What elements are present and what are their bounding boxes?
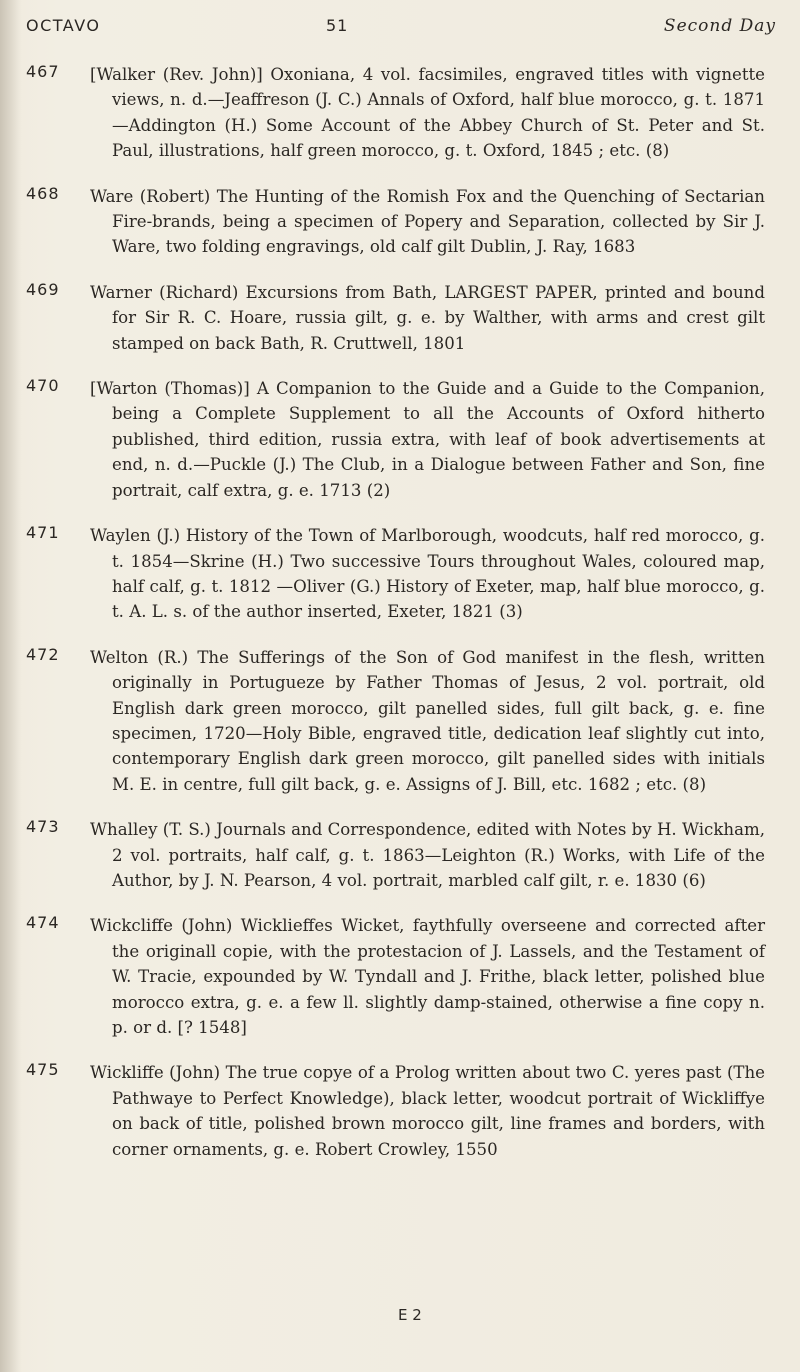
lot-description: Ware (Robert) The Hunting of the Romish Fox and the Quenching of Sectarian Fire-brands, being a specimen of Popery and Separation, collected by Sir J. Ware, two folding engravings, old calf gilt Dublin, J. Ray, 1683 [90,186,765,257]
page-number: 51 [326,16,349,35]
header-sale-day: Second Day [663,16,776,36]
lot-number: 475 [26,1060,60,1080]
lot-number: 474 [26,913,60,933]
lot-description: Wickliffe (John) The true copye of a Prolog written about two C. yeres past (The Pathwaye to Perfect Knowledge), black letter, woodcut portrait of Wickliffye on back of title, polished brown morocco gilt, line frames and borders, with corner ornaments, g. e. Robert Crowley, 1550 [90,1063,765,1159]
lot-entry [0,645,800,797]
lot-description: [Warton (Thomas)] A Companion to the Guide and a Guide to the Companion, being a Complete Supplement to all the Accounts of Oxford hitherto published, third edition, russia extra, with leaf of book advertisements at end, n. d.—Puckle (J.) The Club, in a Dialogue between Father and Son, fine portrait, calf extra, g. e. 1713 (2) [90,379,765,500]
lot-entry [0,280,800,356]
lot-number: 467 [26,62,60,81]
lot-entry [0,184,800,260]
lot-number: 469 [26,279,60,299]
lot-list [0,62,800,1182]
lot-number: 471 [26,523,60,543]
lot-number: 470 [26,376,60,396]
signature-mark: E 2 [398,1306,422,1324]
lot-number: 468 [26,183,60,203]
lot-entry [0,62,800,164]
header-format: OCTAVO [26,16,101,35]
lot-description: Warner (Richard) Excursions from Bath, LARGEST PAPER, printed and bound for Sir R. C. Hoare, russia gilt, g. e. by Walther, with arms and crest gilt stamped on back Bath, R. Cruttwell, 1801 [90,282,765,353]
lot-entry [0,1060,800,1162]
lot-description: Whalley (T. S.) Journals and Correspondence, edited with Notes by H. Wickham, 2 vol. portraits, half calf, g. t. 1863—Leighton (R.) Works, with Life of the Author, by J. N. Pearson, 4 vol. portrait, marbled calf gilt, r. e. 1830 (6) [90,820,765,890]
lot-number: 472 [26,644,60,664]
lot-entry [0,913,800,1040]
lot-entry [0,817,800,893]
lot-description: [Walker (Rev. John)] Oxoniana, 4 vol. facsimiles, engraved titles with vignette views, n. d.—Jeaffreson (J. C.) Annals of Oxford, half blue morocco, g. t. 1871—Addington (H.) Some Account of the Abbey Church of St. Peter and St. Paul, illustrations, half green morocco, g. t. Oxford, 1845 ; etc. (8) [90,65,765,161]
running-header [26,16,776,42]
lot-number: 473 [26,817,60,837]
lot-description: Wickcliffe (John) Wicklieffes Wicket, faythfully overseene and corrected after the originall copie, with the protestacion of J. Lassels, and the Testament of W. Tracie, expounded by W. Tyndall and J. Frithe, black letter, polished blue morocco extra, g. e. a few ll. slightly damp-stained, otherwise a fine copy n. p. or d. [? 1548] [90,916,765,1037]
lot-entry [0,523,800,625]
lot-description: Welton (R.) The Sufferings of the Son of God manifest in the flesh, written originally in Portugueze by Father Thomas of Jesus, 2 vol. portrait, old English dark green morocco, gilt panelled sides, full gilt back, g. e. fine specimen, 1720—Holy Bible, engraved title, dedication leaf slightly cut into, contemporary English dark green morocco, gilt panelled sides with initials M. E. in centre, full gilt back, g. e. Assigns of J. Bill, etc. 1682 ; etc. (8) [90,647,765,794]
lot-description: Waylen (J.) History of the Town of Marlborough, woodcuts, half red morocco, g. t. 1854—Skrine (H.) Two successive Tours throughout Wales, coloured map, half calf, g. t. 1812 —Oliver (G.) History of Exeter, map, half blue morocco, g. t. A. L. s. of the author inserted, Exeter, 1821 (3) [90,526,765,622]
lot-entry [0,376,800,503]
